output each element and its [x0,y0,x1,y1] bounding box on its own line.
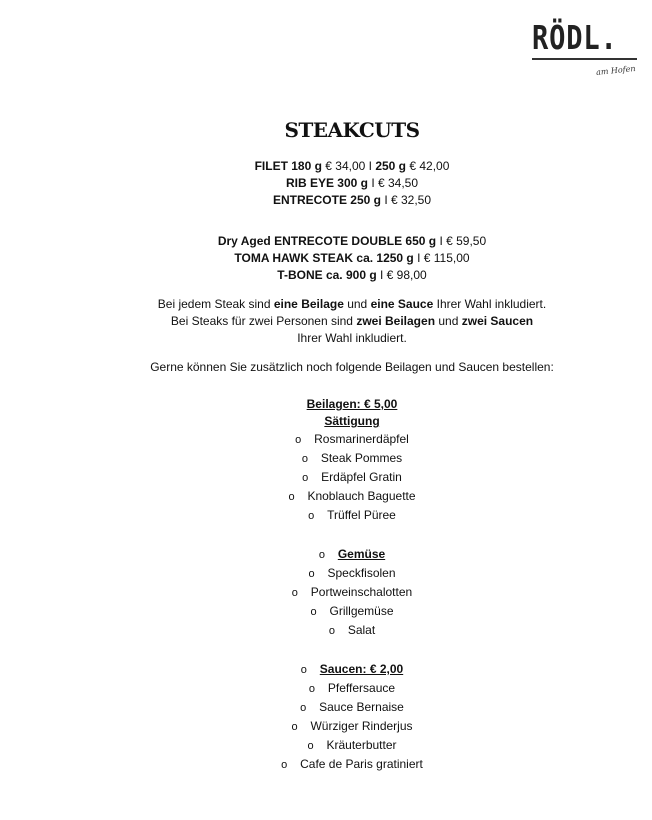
info-line: Ihrer Wahl inkludiert. [297,331,407,345]
extra-order-line: Gerne können Sie zusätzlich noch folgende Beilagen und Saucen bestellen: [150,360,554,374]
info-line: Bei Steaks für zwei Personen sind zwei Beilagen und zwei Saucen [170,314,534,328]
list-item: o Grillgemüse [310,604,394,618]
list-item: o Pfeffersauce [308,681,396,695]
list-item: o Portweinschalotten [291,585,413,599]
cut-line: T-BONE ca. 900 g I € 98,00 [277,268,427,282]
section-heading-gemuese: o Gemüse [318,547,386,561]
logo-wordmark: RÖDL. [532,18,618,57]
list-item: o Sauce Bernaise [300,700,404,714]
logo-rule [532,58,637,60]
list-item: o Knoblauch Baguette [288,489,416,503]
page-title: STEAKCUTS [284,118,420,142]
list-item: o Kräuterbutter [307,738,397,752]
cut-line: Dry Aged ENTRECOTE DOUBLE 650 g I € 59,50 [217,234,487,248]
list-item: o Speckfisolen [308,566,396,580]
section-heading-saucen: o Saucen: € 2,00 [300,662,404,676]
logo-tagline: am Hofen [596,63,637,78]
logo [532,18,638,78]
info-line: Bei jedem Steak sind eine Beilage und eine Sauce Ihrer Wahl inkludiert. [157,297,547,311]
section-subheading-saettigung: Sättigung [324,414,380,428]
cut-line: ENTRECOTE 250 g I € 32,50 [272,193,432,207]
cut-line: TOMA HAWK STEAK ca. 1250 g I € 115,00 [234,251,470,265]
list-item: o Cafe de Paris gratiniert [281,757,423,771]
list-item: o Steak Pommes [301,451,403,465]
menu-content [0,118,652,774]
list-item: o Trüffel Püree [308,508,396,522]
list-item: o Erdäpfel Gratin [302,470,402,484]
list-item: o Salat [328,623,376,637]
cut-line: FILET 180 g € 34,00 I 250 g € 42,00 [254,159,450,173]
list-item: o Rosmarinerdäpfel [295,432,409,446]
list-item: o Würziger Rinderjus [291,719,413,733]
cut-line: RIB EYE 300 g I € 34,50 [285,176,419,190]
section-heading-beilagen: Beilagen: € 5,00 [306,397,398,411]
